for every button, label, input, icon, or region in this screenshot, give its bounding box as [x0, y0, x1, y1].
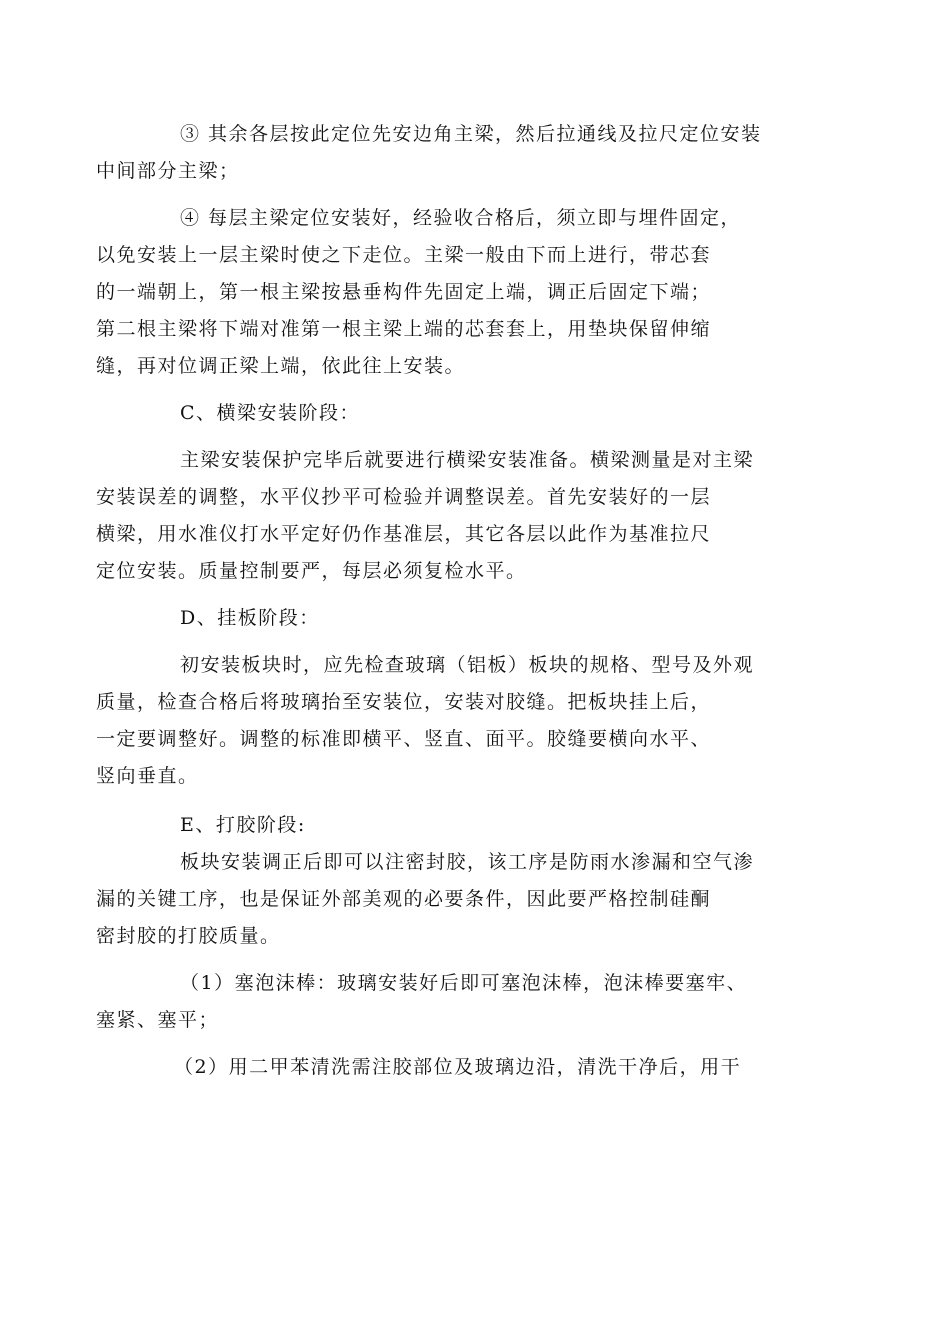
- text-line: 以免安装上一层主梁时使之下走位。主梁一般由下而上进行，带芯套: [96, 244, 712, 266]
- section-heading-e: [138, 807, 818, 844]
- paragraph-step-4: [96, 200, 818, 385]
- paragraph-step-1-foam-rod: [96, 965, 818, 1039]
- paragraph-step-3: [96, 116, 818, 190]
- text-line: 主梁安装保护完毕后就要进行横梁安装准备。横梁测量是对主梁: [180, 449, 755, 471]
- text-line: 初安装板块时，应先检查玻璃（铝板）板块的规格、型号及外观: [180, 654, 755, 676]
- text-line: 第二根主梁将下端对准第一根主梁上端的芯套套上，用垫块保留伸缩: [96, 318, 712, 340]
- text-line: 竖向垂直。: [96, 765, 199, 787]
- text-line: 的一端朝上，第一根主梁按悬垂构件先固定上端，调正后固定下端；: [96, 281, 712, 303]
- text-line: 塞紧、塞平；: [96, 1009, 220, 1031]
- text-line: 缝，再对位调正梁上端，依此往上安装。: [96, 355, 466, 377]
- paragraph-crossbeam-install: [96, 442, 818, 590]
- text-line: 定位安装。质量控制要严，每层必须复检水平。: [96, 560, 527, 582]
- heading-text: C、横梁安装阶段：: [180, 402, 361, 424]
- paragraph-sealant: [96, 844, 818, 955]
- paragraph-panel-hanging: [96, 647, 818, 795]
- text-line: （1）塞泡沫棒：玻璃安装好后即可塞泡沫棒，泡沫棒要塞牢、: [180, 972, 748, 994]
- document-body: [96, 116, 818, 1086]
- heading-text: D、挂板阶段：: [180, 607, 320, 629]
- section-heading-d: [138, 600, 818, 637]
- text-line: 安装误差的调整，水平仪抄平可检验并调整误差。首先安装好的一层: [96, 486, 712, 508]
- text-line: 中间部分主梁；: [96, 160, 240, 182]
- text-line: 横梁，用水准仪打水平定好仍作基准层，其它各层以此作为基准拉尺: [96, 523, 712, 545]
- paragraph-step-2-cleaning: [138, 1049, 818, 1086]
- section-heading-c: [138, 395, 818, 432]
- text-line: 漏的关键工序，也是保证外部美观的必要条件，因此要严格控制硅酮: [96, 888, 712, 910]
- text-line: ③ 其余各层按此定位先安边角主梁，然后拉通线及拉尺定位安装: [180, 123, 762, 145]
- text-line: （2）用二甲苯清洗需注胶部位及玻璃边沿，清洗干净后，用干: [174, 1056, 742, 1078]
- text-line: 一定要调整好。调整的标准即横平、竖直、面平。胶缝要横向水平、: [96, 728, 712, 750]
- text-line: 质量，检查合格后将玻璃抬至安装位，安装对胶缝。把板块挂上后，: [96, 691, 712, 713]
- text-line: ④ 每层主梁定位安装好，经验收合格后，须立即与埋件固定，: [180, 207, 742, 229]
- text-line: 密封胶的打胶质量。: [96, 925, 281, 947]
- text-line: 板块安装调正后即可以注密封胶，该工序是防雨水渗漏和空气渗: [180, 851, 755, 873]
- heading-text: E、打胶阶段:: [180, 814, 306, 836]
